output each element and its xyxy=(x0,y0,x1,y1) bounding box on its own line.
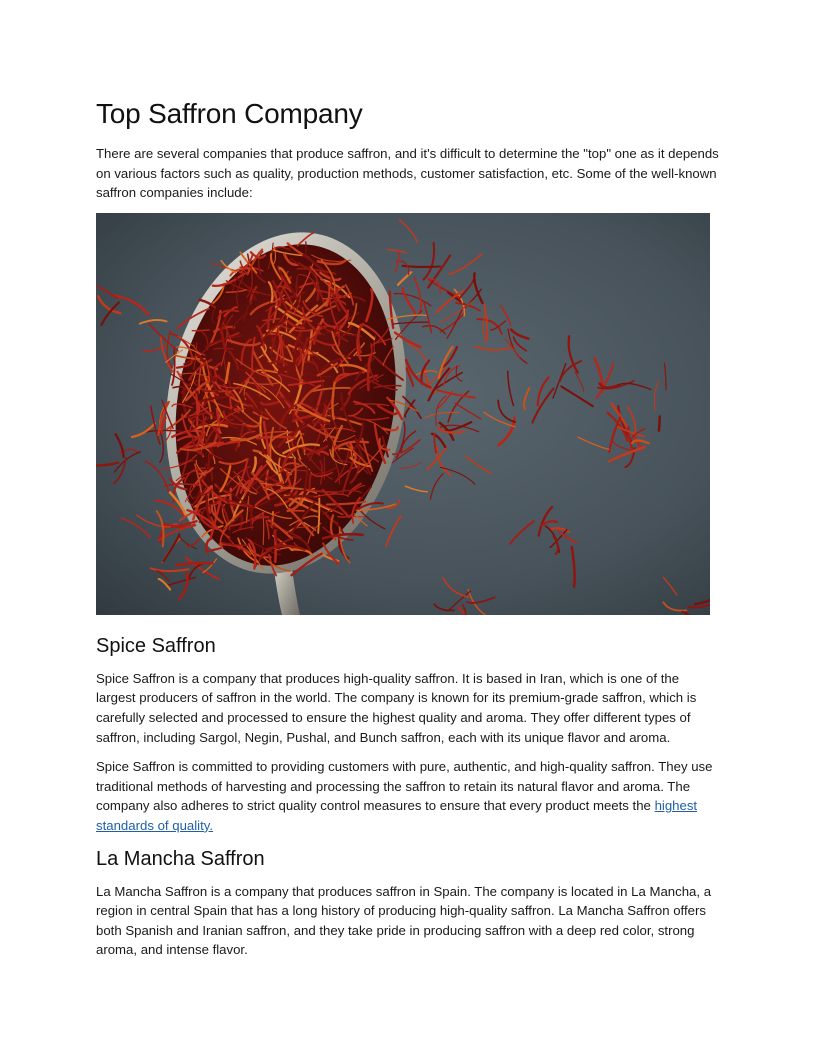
intro-paragraph: There are several companies that produce saffron, and it's difficult to determine the "top" one as it depends on various factors such as quality, production methods, customer satisfaction, etc. Some of the well-known saffron companies include: xyxy=(96,146,719,201)
saffron-thread xyxy=(192,330,209,331)
page-title: Top Saffron Company xyxy=(96,98,363,129)
saffron-thread xyxy=(214,348,234,349)
spice-saffron-paragraph-2-text: Spice Saffron is committed to providing customers with pure, authentic, and high-quality saffron. They use traditional methods of harvesting and processing the saffron to retain its natural flavor and aroma. The company also adheres to strict quality control measures to ensure that every product meets the xyxy=(96,759,713,814)
spice-saffron-paragraph-2 xyxy=(96,757,720,835)
la-mancha-saffron-paragraph-1: La Mancha Saffron is a company that produces saffron in Spain. The company is located in La Mancha, a region in central Spain that has a long history of producing high-quality saffron. La Mancha Saffron offers both Spanish and Iranian saffron, and they take pride in producing saffron with a deep red color, strong aroma, and intense flavor. xyxy=(96,883,712,958)
section-heading-la-mancha-saffron: La Mancha Saffron xyxy=(96,847,265,870)
saffron-thread xyxy=(659,416,660,430)
quality-standards-link[interactable]: highest standards of quality. xyxy=(96,798,698,833)
saffron-spoon-photo xyxy=(96,213,710,615)
section-heading-spice-saffron: Spice Saffron xyxy=(96,634,216,657)
document-page xyxy=(96,96,720,970)
spice-saffron-paragraph-1: Spice Saffron is a company that produces high-quality saffron. It is based in Iran, which is one of the largest producers of saffron in the world. The company is known for its premium-grade saffron, which is carefully selected and processed to ensure the highest quality and aroma. They offer different types of saffron, including Sargol, Negin, Pushal, and Bunch saffron, each with its unique flavor and aroma. xyxy=(96,670,697,745)
